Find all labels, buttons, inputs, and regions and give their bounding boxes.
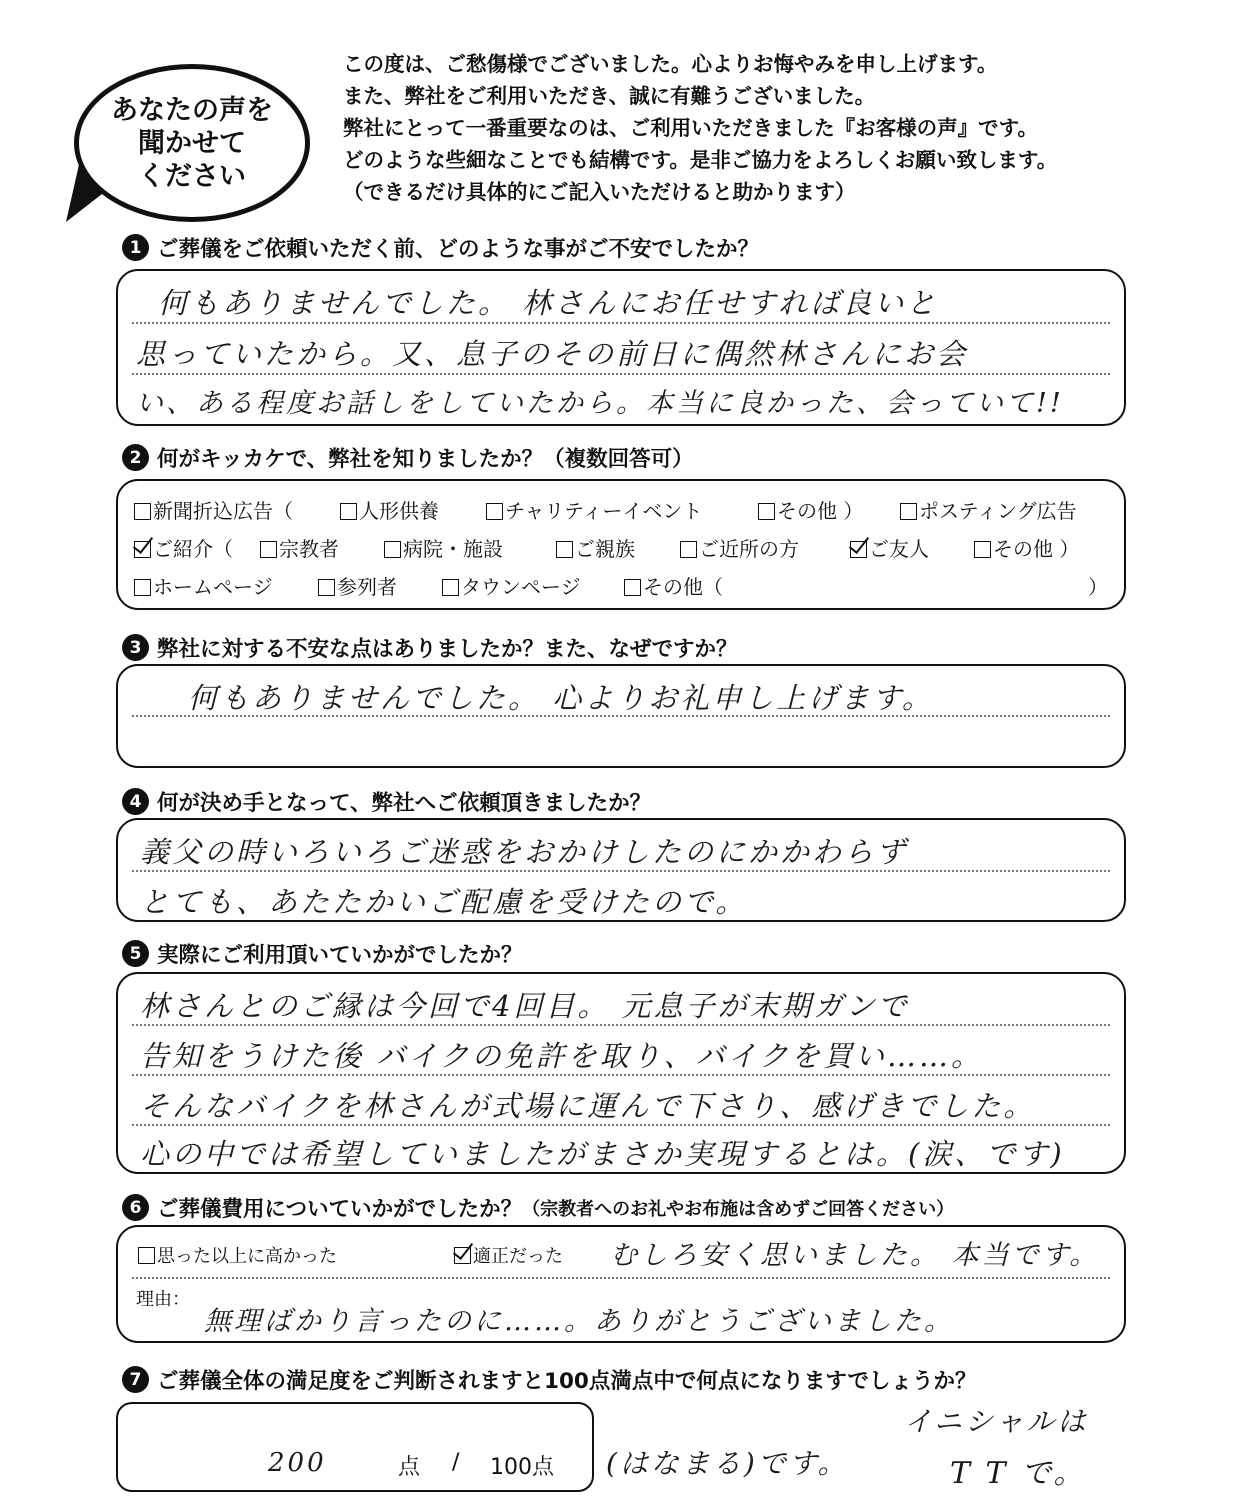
question-6 — [122, 1192, 954, 1223]
handwritten-score: 200 — [268, 1448, 327, 1478]
handwritten-line: 何もありませんでした。 林さんにお任せすれば良いと — [158, 286, 939, 320]
bubble-line-3: ください — [138, 160, 246, 192]
option-appropriate[interactable]: 適正だった — [454, 1242, 563, 1268]
answer-box-4[interactable] — [116, 818, 1126, 922]
intro-message — [343, 48, 1223, 208]
other-close-paren: ） — [1088, 575, 1108, 599]
question-7 — [122, 1364, 977, 1395]
handwritten-line: 何もありませんでした。 心よりお礼申し上げます。 — [188, 681, 934, 715]
speech-bubble — [74, 64, 310, 222]
handwritten-score-comment: (はなまる)です。 — [606, 1447, 849, 1480]
handwritten-line: とても、あたたかいご配慮を受けたので。 — [140, 885, 748, 919]
question-1 — [122, 232, 759, 263]
question-text: ご葬儀全体の満足度をご判断されますと100点満点中で何点になりますでしょうか？ — [157, 1369, 977, 1394]
intro-line: （できるだけ具体的にご記入いただけると助かります） — [343, 180, 856, 204]
option-charity-event[interactable]: チャリティーイベント — [486, 495, 702, 524]
intro-line: また、弊社をご利用いただき、誠に有難うございました。 — [343, 84, 876, 108]
checkbox[interactable] — [624, 579, 641, 596]
checkbox[interactable] — [556, 541, 573, 558]
handwritten-line: そんなバイクを林さんが式場に運んで下さり、感げきでした。 — [140, 1089, 1036, 1123]
checkbox[interactable] — [758, 503, 775, 520]
option-hospital[interactable]: 病院・施設 — [384, 533, 503, 562]
intro-line: どのような些細なことでも結構です。是非ご協力をよろしくお願い致します。 — [343, 148, 1058, 172]
checkbox[interactable] — [900, 503, 917, 520]
handwritten-line: 思っていたから。又、息子のその前日に偶然林さんにお会 — [136, 337, 969, 371]
handwritten-comment[interactable]: むしろ安く思いました。 本当です。 — [610, 1240, 1100, 1271]
option-townpage[interactable]: タウンページ — [442, 571, 581, 600]
option-friend[interactable]: ご友人 — [850, 533, 929, 562]
score-unit: 点 — [398, 1455, 421, 1480]
question-number: 1 — [122, 234, 149, 261]
checkbox[interactable] — [384, 541, 401, 558]
option-newspaper[interactable]: 新聞折込広告（ — [134, 495, 293, 524]
question-number: 5 — [122, 940, 149, 967]
option-relatives[interactable]: ご親族 — [556, 533, 635, 562]
checkbox[interactable] — [134, 579, 151, 596]
handwritten-line: い、ある程度お話しをしていたから。本当に良かった、会っていて!! — [136, 388, 1064, 419]
checkbox[interactable] — [260, 541, 277, 558]
score-slash: / — [452, 1450, 460, 1475]
question-5 — [122, 938, 523, 969]
score-max: 100点 — [490, 1455, 554, 1480]
checkbox[interactable] — [442, 579, 459, 596]
question-text: 実際にご利用頂いていかがでしたか？ — [157, 943, 523, 968]
checkbox[interactable] — [138, 1247, 155, 1264]
handwritten-initials: T T で。 — [950, 1456, 1087, 1491]
answer-box-5[interactable] — [116, 972, 1126, 1174]
option-posting[interactable]: ポスティング広告 — [900, 495, 1077, 524]
question-note: （宗教者へのお礼やお布施は含めずご回答ください） — [522, 1198, 955, 1220]
handwritten-line: 心の中では希望していましたがまさか実現するとは。(涙、です) — [140, 1137, 1065, 1171]
question-number: 4 — [122, 788, 149, 815]
option-homepage[interactable]: ホームページ — [134, 571, 273, 600]
question-number: 6 — [122, 1194, 149, 1221]
bubble-line-2: 聞かせて — [138, 127, 246, 159]
option-referral[interactable]: ご紹介（ — [134, 533, 233, 562]
question-number: 7 — [122, 1366, 149, 1393]
option-other-2[interactable]: その他 ） — [974, 533, 1079, 562]
checkbox[interactable] — [318, 579, 335, 596]
question-text: 弊社に対する不安な点はありましたか？また、なぜですか？ — [157, 637, 738, 662]
question-text: 何が決め手となって、弊社へご依頼頂きましたか？ — [157, 791, 652, 816]
checkbox[interactable] — [134, 503, 151, 520]
question-text: 何がキッカケで、弊社を知りましたか？（複数回答可） — [157, 447, 694, 472]
handwritten-reason[interactable]: 無理ばかり言ったのに……。ありがとうございました。 — [204, 1306, 954, 1337]
checkbox-checked[interactable] — [850, 541, 867, 558]
handwritten-line: 告知をうけた後 バイクの免許を取り、バイクを買い……。 — [140, 1039, 984, 1073]
intro-line: 弊社にとって一番重要なのは、ご利用いただきました『お客様の声』です。 — [343, 116, 1038, 140]
handwritten-line: 義父の時いろいろご迷惑をおかけしたのにかかわらず — [140, 835, 909, 869]
checkbox[interactable] — [680, 541, 697, 558]
checkbox-checked[interactable] — [454, 1247, 471, 1264]
question-text: ご葬儀費用についていかがでしたか？ — [157, 1197, 523, 1222]
option-attendee[interactable]: 参列者 — [318, 571, 397, 600]
handwritten-line: 林さんとのご縁は今回で4回目。 元息子が末期ガンで — [140, 989, 910, 1023]
answer-box-2 — [116, 479, 1126, 610]
answer-box-1[interactable] — [116, 269, 1126, 426]
option-more-expensive[interactable]: 思った以上に高かった — [138, 1242, 337, 1268]
checkbox[interactable] — [486, 503, 503, 520]
bubble-line-1: あなたの声を — [111, 94, 273, 126]
option-other-3[interactable]: その他（ — [624, 571, 723, 600]
question-3 — [122, 632, 738, 663]
option-religious[interactable]: 宗教者 — [260, 533, 339, 562]
question-2 — [122, 442, 694, 473]
score-box[interactable] — [116, 1402, 594, 1492]
answer-box-3[interactable] — [116, 664, 1126, 768]
answer-box-6 — [116, 1225, 1126, 1343]
handwritten-initial-label: イニシャルは — [904, 1405, 1089, 1438]
question-number: 2 — [122, 444, 149, 471]
option-other-1[interactable]: その他 ） — [758, 495, 863, 524]
checkbox-checked[interactable] — [134, 541, 151, 558]
intro-line: この度は、ご愁傷様でございました。心よりお悔やみを申し上げます。 — [343, 52, 998, 76]
option-neighbors[interactable]: ご近所の方 — [680, 533, 799, 562]
reason-label: 理由： — [136, 1289, 190, 1310]
question-number: 3 — [122, 634, 149, 661]
checkbox[interactable] — [340, 503, 357, 520]
question-4 — [122, 786, 651, 817]
option-doll-memorial[interactable]: 人形供養 — [340, 495, 439, 524]
checkbox[interactable] — [974, 541, 991, 558]
question-text: ご葬儀をご依頼いただく前、どのような事がご不安でしたか？ — [157, 237, 760, 262]
